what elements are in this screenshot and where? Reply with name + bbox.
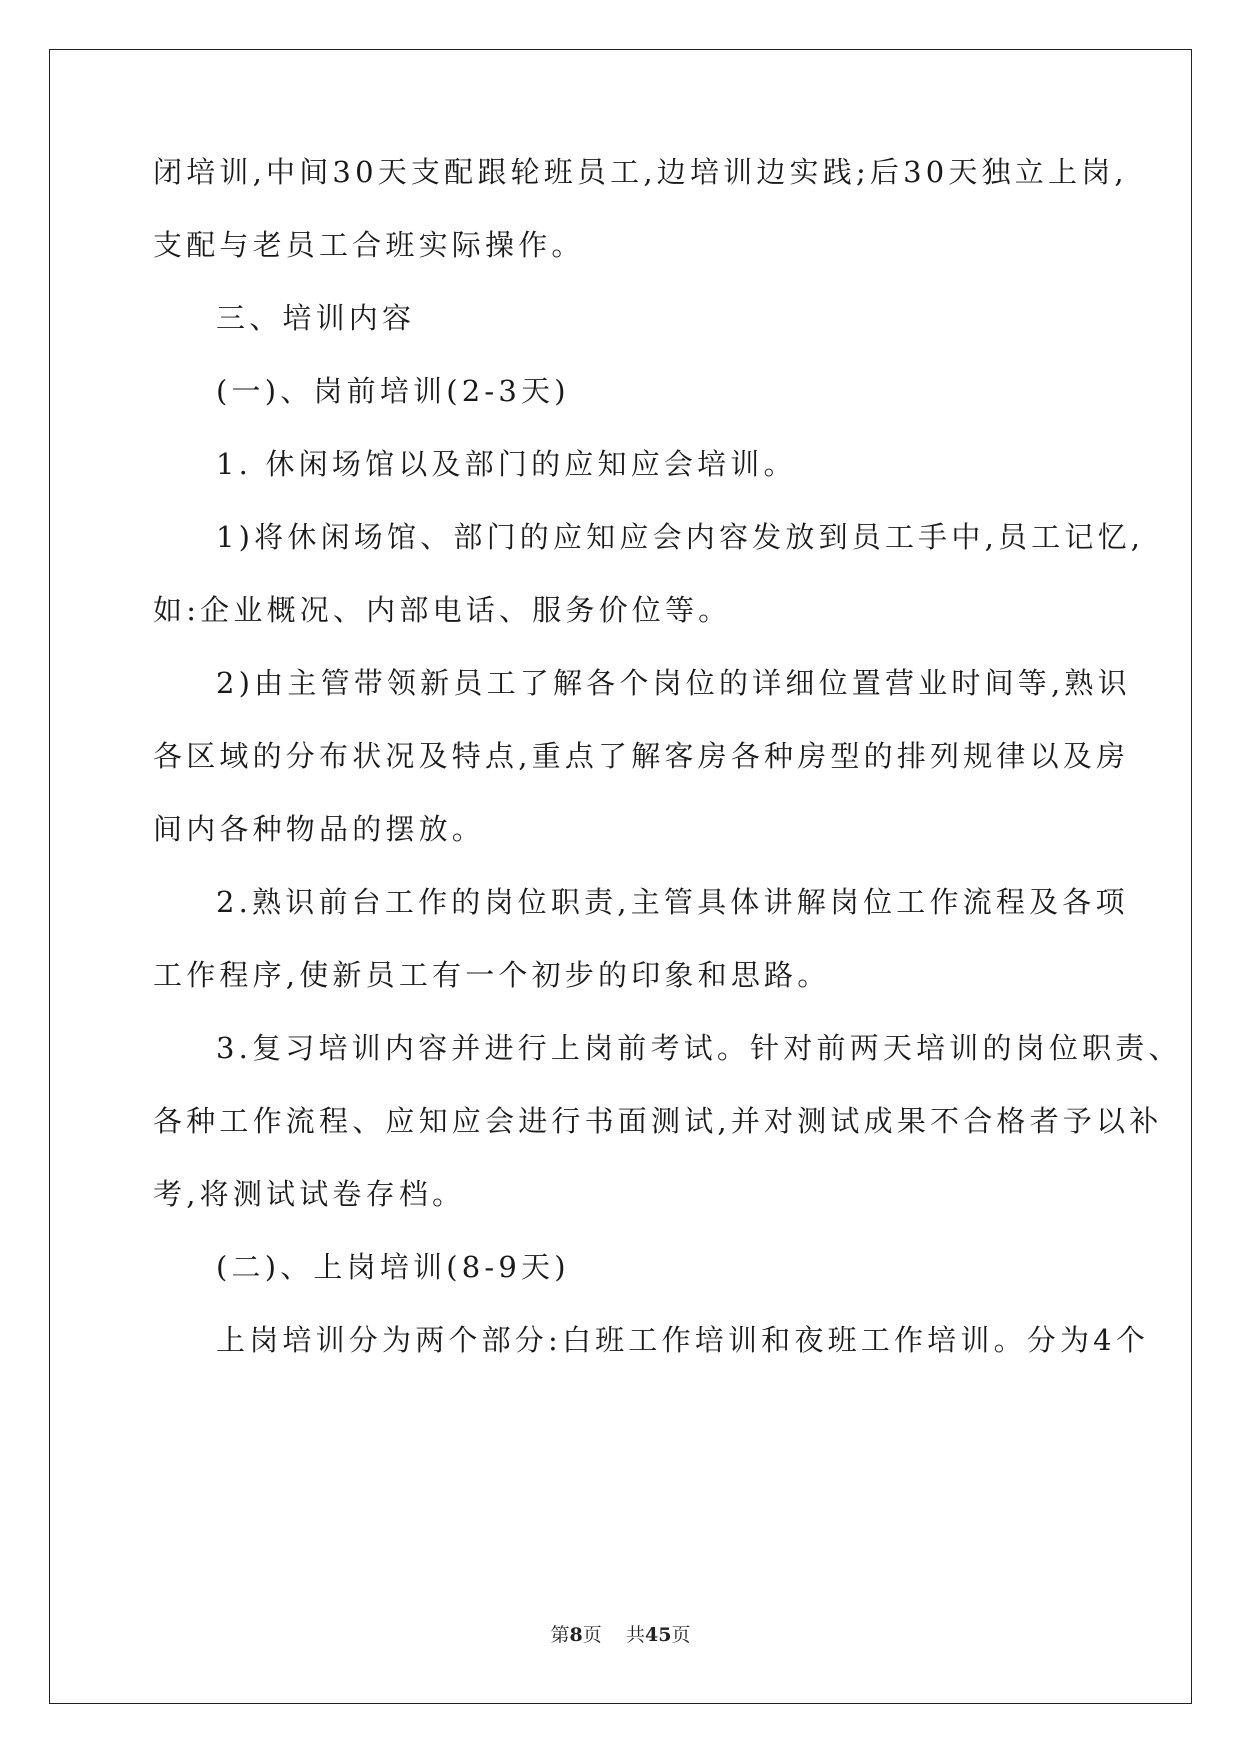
footer-total-prefix: 共: [625, 1624, 645, 1646]
body-line-2: 支配与老员工合班实际操作。: [153, 228, 585, 262]
footer-page-number: 8: [569, 1624, 583, 1646]
footer-page-suffix: 页: [582, 1624, 602, 1646]
subheading-on-job-training: (二)、上岗培训(8-9天): [216, 1250, 570, 1284]
list-item-1: 1. 休闲场馆以及部门的应知应会培训。: [216, 447, 797, 481]
sub-item-1-line-1: 1)将休闲场馆、部门的应知应会内容发放到员工手中,员工记忆,: [216, 520, 1145, 554]
page-footer: [0, 1620, 1241, 1647]
list-item-2-line-2: 工作程序,使新员工有一个初步的印象和思路。: [153, 958, 831, 992]
list-item-3-line-2: 各种工作流程、应知应会进行书面测试,并对测试成果不合格者予以补: [153, 1104, 1163, 1138]
list-item-2-line-1: 2.熟识前台工作的岗位职责,主管具体讲解岗位工作流程及各项: [216, 885, 1129, 919]
footer-total-suffix: 页: [671, 1624, 691, 1646]
on-job-training-paragraph: 上岗培训分为两个部分:白班工作培训和夜班工作培训。分为4个: [216, 1323, 1150, 1357]
footer-total-pages: 45: [644, 1624, 672, 1646]
sub-item-2-line-2: 各区域的分布状况及特点,重点了解客房各种房型的排列规律以及房: [153, 739, 1130, 773]
subheading-pre-job-training: (一)、岗前培训(2-3天): [216, 374, 570, 408]
body-line-1: 闭培训,中间30天支配跟轮班员工,边培训边实践;后30天独立上岗,: [153, 155, 1128, 189]
sub-item-1-line-2: 如:企业概况、内部电话、服务价位等。: [153, 593, 732, 627]
section-heading-training-content: 三、培训内容: [216, 301, 416, 335]
list-item-3-line-1: 3.复习培训内容并进行上岗前考试。针对前两天培训的岗位职责、: [216, 1031, 1182, 1065]
footer-page-prefix: 第: [550, 1624, 570, 1646]
sub-item-2-line-1: 2)由主管带领新员工了解各个岗位的详细位置营业时间等,熟识: [216, 666, 1131, 700]
sub-item-2-line-3: 间内各种物品的摆放。: [153, 812, 486, 846]
list-item-3-line-3: 考,将测试试卷存档。: [153, 1177, 466, 1211]
